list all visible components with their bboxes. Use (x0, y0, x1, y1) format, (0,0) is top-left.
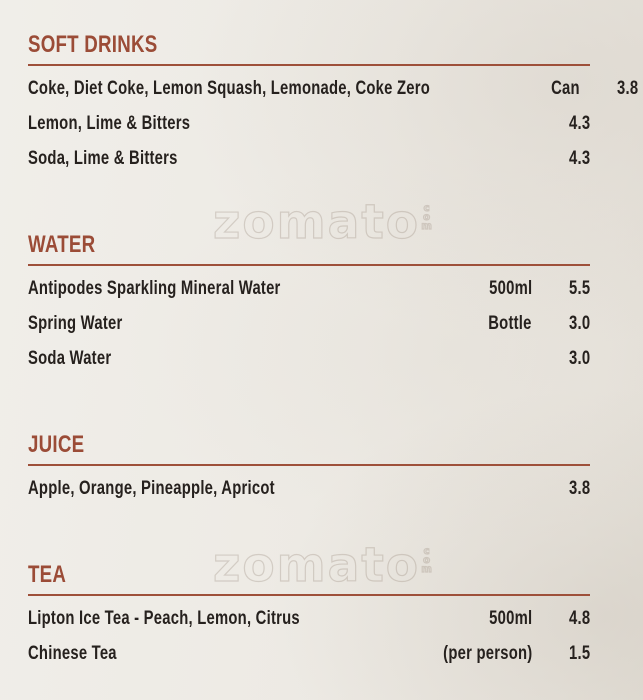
section-rule (28, 464, 590, 466)
section-title-text: JUICE (28, 431, 85, 458)
item-price-text: 4.3 (568, 147, 590, 169)
item-name (28, 608, 477, 630)
item-size-text: Can (551, 77, 581, 99)
item-price-text: 3.0 (568, 312, 590, 334)
item-price (532, 608, 590, 630)
section-rule (28, 594, 590, 596)
section-rule (28, 64, 590, 66)
item-name (28, 643, 418, 665)
item-name (28, 313, 476, 335)
section-title-text: SOFT DRINKS (28, 31, 158, 58)
item-size (477, 608, 532, 630)
item-name-text: Lemon, Lime & Bitters (28, 112, 191, 134)
item-price (532, 278, 590, 300)
item-price (532, 348, 590, 370)
item-name-text: Chinese Tea (28, 642, 117, 664)
watermark-word: zomato (213, 538, 421, 593)
item-name (28, 148, 532, 170)
item-price-text: 3.0 (568, 347, 590, 369)
item-size (543, 78, 580, 100)
item-price (580, 78, 638, 100)
item-price-text: 1.5 (568, 642, 590, 664)
item-price (532, 113, 590, 135)
menu-row (28, 271, 590, 306)
item-name-text: Spring Water (28, 312, 123, 334)
section-title-text: TEA (28, 561, 67, 588)
item-size (476, 313, 532, 335)
item-price-text: 5.5 (568, 277, 590, 299)
item-price (532, 478, 590, 500)
item-name (28, 278, 477, 300)
item-name-text: Lipton Ice Tea - Peach, Lemon, Citrus (28, 607, 300, 629)
item-name-text: Apple, Orange, Pineapple, Apricot (28, 477, 275, 499)
watermark-com-suffix: com (421, 546, 433, 573)
menu-row (28, 71, 639, 106)
item-size (418, 643, 532, 665)
item-price-text: 3.8 (568, 477, 590, 499)
menu-row (28, 106, 590, 141)
menu-row (28, 471, 590, 506)
item-size-text: 500ml (488, 607, 532, 629)
item-price (532, 148, 590, 170)
item-size-text: (per person) (442, 642, 532, 664)
menu-row (28, 341, 590, 376)
item-name (28, 113, 532, 135)
item-name-text: Soda Water (28, 347, 112, 369)
item-size-text: Bottle (488, 312, 532, 334)
item-name (28, 78, 543, 100)
watermark-com-suffix: com (421, 203, 433, 230)
item-name-text: Coke, Diet Coke, Lemon Squash, Lemonade, Coke Zero (28, 77, 431, 99)
section-title (28, 563, 590, 587)
item-price-text: 4.8 (568, 607, 590, 629)
menu-row (28, 601, 590, 636)
menu-row (28, 141, 590, 176)
item-price (532, 313, 590, 335)
section-title (28, 233, 590, 257)
item-price-text: 4.3 (568, 112, 590, 134)
section-tea (28, 563, 590, 671)
item-price-text: 3.8 (616, 77, 639, 99)
section-juice (28, 433, 590, 506)
section-soft-drinks (28, 31, 639, 176)
item-price (532, 643, 590, 665)
section-title (28, 433, 590, 457)
section-rule (28, 264, 590, 266)
item-name-text: Soda, Lime & Bitters (28, 147, 178, 169)
item-name (28, 348, 532, 370)
section-title (28, 33, 590, 57)
item-name-text: Antipodes Sparkling Mineral Water (28, 277, 281, 299)
item-size (477, 278, 532, 300)
section-title-text: WATER (28, 231, 96, 258)
item-size-text: 500ml (488, 277, 532, 299)
section-water (28, 233, 590, 376)
item-name (28, 478, 532, 500)
watermark-word: zomato (213, 195, 421, 250)
menu-row (28, 636, 590, 671)
menu-row (28, 306, 590, 341)
